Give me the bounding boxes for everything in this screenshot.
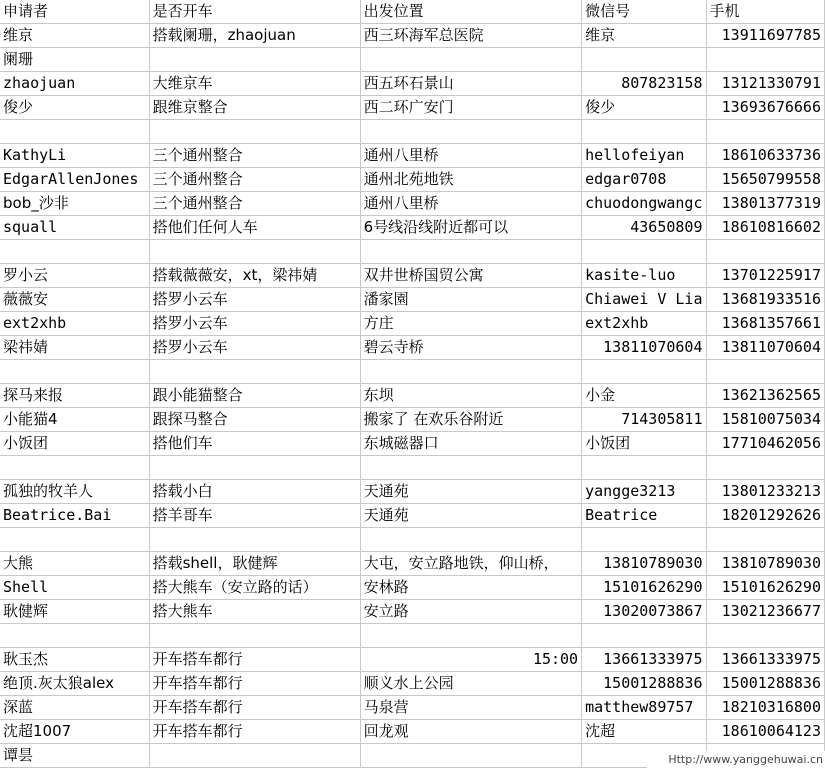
cell-departure[interactable]: 大屯，安立路地铁，仰山桥， [360,552,582,576]
table-row [0,312,825,336]
table-row [0,120,825,144]
table-row [0,72,825,96]
cell-phone[interactable] [706,48,825,72]
cell-applicant[interactable] [0,528,149,552]
cell-departure[interactable]: 西二环广安门 [360,96,582,120]
cell-drive-status[interactable]: 搭罗小云车 [149,288,360,312]
cell-drive-status[interactable]: 搭罗小云车 [149,312,360,336]
cell-applicant[interactable] [0,360,149,384]
cell-drive-status[interactable] [149,456,360,480]
cell-wechat[interactable] [582,528,706,552]
cell-phone[interactable]: 13911697785 [706,24,825,48]
cell-departure[interactable] [360,120,582,144]
cell-departure[interactable] [360,48,582,72]
cell-applicant[interactable]: 孤独的牧羊人 [0,480,149,504]
cell-drive-status[interactable]: 跟维京整合 [149,96,360,120]
cell-drive-status[interactable]: 搭载小白 [149,480,360,504]
cell-applicant[interactable]: ext2xhb [0,312,149,336]
cell-phone[interactable]: 13021236677 [706,600,825,624]
cell-applicant[interactable]: 罗小云 [0,264,149,288]
column-header-phone[interactable]: 手机 [706,0,825,24]
cell-drive-status[interactable]: 搭载阑珊，zhaojuan [149,24,360,48]
cell-departure[interactable]: 回龙观 [360,720,582,744]
cell-phone[interactable]: 18201292626 [706,504,825,528]
cell-applicant[interactable]: squall [0,216,149,240]
cell-departure[interactable]: 方庄 [360,312,582,336]
cell-phone[interactable]: 18210316800 [706,696,825,720]
cell-phone[interactable]: 13810789030 [706,552,825,576]
cell-applicant[interactable] [0,456,149,480]
cell-drive-status[interactable]: 大维京车 [149,72,360,96]
cell-wechat[interactable]: 43650809 [582,216,706,240]
cell-wechat[interactable]: Beatrice [582,504,706,528]
cell-departure[interactable]: 双井世桥国贸公寓 [360,264,582,288]
cell-phone[interactable]: 13681357661 [706,312,825,336]
cell-departure[interactable]: 顺义水上公园 [360,672,582,696]
cell-applicant[interactable]: bob_沙非 [0,192,149,216]
cell-departure[interactable]: 西五环石景山 [360,72,582,96]
cell-phone[interactable]: 13701225917 [706,264,825,288]
cell-phone[interactable]: 13801233213 [706,480,825,504]
cell-phone[interactable] [706,360,825,384]
cell-departure[interactable]: 天通苑 [360,504,582,528]
cell-wechat[interactable]: ext2xhb [582,312,706,336]
cell-drive-status[interactable]: 搭载shell，耿健辉 [149,552,360,576]
cell-wechat[interactable]: 小饭团 [582,432,706,456]
cell-phone[interactable]: 18610064123 [706,720,825,744]
cell-drive-status[interactable]: 开车搭车都行 [149,696,360,720]
table-row [0,600,825,624]
cell-phone[interactable]: 15001288836 [706,672,825,696]
cell-wechat[interactable] [582,456,706,480]
table-row [0,720,825,744]
table-row [0,576,825,600]
table-row [0,552,825,576]
table-row [0,192,825,216]
cell-applicant[interactable]: 薇薇安 [0,288,149,312]
table-row [0,144,825,168]
cell-departure[interactable] [360,240,582,264]
cell-drive-status[interactable]: 搭载薇薇安，xt，梁祎婧 [149,264,360,288]
cell-departure[interactable]: 碧云寺桥 [360,336,582,360]
cell-wechat[interactable]: 15001288836 [582,672,706,696]
cell-wechat[interactable]: 13810789030 [582,552,706,576]
table-row [0,456,825,480]
cell-phone[interactable]: 15810075034 [706,408,825,432]
cell-departure[interactable] [360,744,582,768]
cell-applicant[interactable]: 小饭团 [0,432,149,456]
cell-departure[interactable]: 搬家了 在欢乐谷附近 [360,408,582,432]
cell-applicant[interactable]: 阑珊 [0,48,149,72]
cell-applicant[interactable]: KathyLi [0,144,149,168]
table-row [0,384,825,408]
cell-departure[interactable]: 东坝 [360,384,582,408]
cell-wechat[interactable]: Chiawei V Lia [582,288,706,312]
cell-drive-status[interactable] [149,120,360,144]
cell-phone[interactable]: 13811070604 [706,336,825,360]
cell-phone[interactable]: 13621362565 [706,384,825,408]
cell-applicant[interactable]: zhaojuan [0,72,149,96]
table-row [0,48,825,72]
cell-phone[interactable]: 13681933516 [706,288,825,312]
cell-phone[interactable]: 13661333975 [706,648,825,672]
cell-drive-status[interactable]: 跟探马整合 [149,408,360,432]
cell-phone[interactable]: 15101626290 [706,576,825,600]
cell-drive-status[interactable]: 搭他们任何人车 [149,216,360,240]
table-row [0,432,825,456]
table-row [0,672,825,696]
cell-drive-status[interactable] [149,240,360,264]
cell-departure[interactable]: 15:00 [360,648,582,672]
cell-wechat[interactable]: kasite-luo [582,264,706,288]
column-header-departure[interactable]: 出发位置 [360,0,582,24]
cell-wechat[interactable]: 俊少 [582,96,706,120]
table-row [0,360,825,384]
column-header-drive-status[interactable]: 是否开车 [149,0,360,24]
cell-phone[interactable]: 15650799558 [706,168,825,192]
table-row [0,696,825,720]
cell-drive-status[interactable] [149,360,360,384]
cell-departure[interactable]: 安林路 [360,576,582,600]
cell-drive-status[interactable]: 搭他们车 [149,432,360,456]
table-row [0,528,825,552]
cell-applicant[interactable]: 俊少 [0,96,149,120]
cell-phone[interactable] [706,240,825,264]
cell-applicant[interactable]: Shell [0,576,149,600]
cell-departure[interactable]: 西三环海军总医院 [360,24,582,48]
cell-drive-status[interactable] [149,48,360,72]
cell-departure[interactable]: 6号线沿线附近都可以 [360,216,582,240]
cell-departure[interactable]: 通州八里桥 [360,192,582,216]
cell-departure[interactable]: 安立路 [360,600,582,624]
cell-wechat[interactable]: 维京 [582,24,706,48]
cell-phone[interactable] [706,120,825,144]
cell-applicant[interactable]: 梁祎婧 [0,336,149,360]
cell-wechat[interactable]: 13661333975 [582,648,706,672]
cell-departure[interactable]: 通州八里桥 [360,144,582,168]
cell-phone[interactable] [706,456,825,480]
table-row [0,96,825,120]
cell-wechat[interactable] [582,240,706,264]
table-row [0,408,825,432]
cell-applicant[interactable]: 谭昙 [0,744,149,768]
cell-wechat[interactable]: hellofeiyan [582,144,706,168]
cell-departure[interactable] [360,360,582,384]
cell-drive-status[interactable]: 开车搭车都行 [149,672,360,696]
cell-departure[interactable]: 马泉营 [360,696,582,720]
cell-drive-status[interactable] [149,744,360,768]
cell-applicant[interactable]: 耿玉杰 [0,648,149,672]
cell-drive-status[interactable]: 跟小能猫整合 [149,384,360,408]
table-row [0,648,825,672]
cell-drive-status[interactable] [149,624,360,648]
column-header-applicant[interactable]: 申请者 [0,0,149,24]
cell-wechat[interactable] [582,624,706,648]
cell-wechat[interactable]: 15101626290 [582,576,706,600]
cell-departure[interactable] [360,624,582,648]
cell-wechat[interactable]: 714305811 [582,408,706,432]
cell-wechat[interactable]: yangge3213 [582,480,706,504]
cell-drive-status[interactable]: 三个通州整合 [149,168,360,192]
cell-departure[interactable]: 通州北苑地铁 [360,168,582,192]
cell-drive-status[interactable]: 搭羊哥车 [149,504,360,528]
cell-applicant[interactable] [0,120,149,144]
cell-drive-status[interactable]: 三个通州整合 [149,144,360,168]
cell-phone[interactable] [706,624,825,648]
cell-wechat[interactable]: 小金 [582,384,706,408]
table-row [0,216,825,240]
cell-departure[interactable]: 潘家園 [360,288,582,312]
cell-applicant[interactable]: 探马来报 [0,384,149,408]
cell-applicant[interactable]: 绝顶.灰太狼alex [0,672,149,696]
column-header-wechat[interactable]: 微信号 [582,0,706,24]
cell-applicant[interactable]: 耿健辉 [0,600,149,624]
table-row [0,624,825,648]
table-row [0,288,825,312]
cell-wechat[interactable]: 13020073867 [582,600,706,624]
cell-phone[interactable]: 17710462056 [706,432,825,456]
cell-phone[interactable]: 13693676666 [706,96,825,120]
watermark: Http://www.yanggehuwai.cn [647,751,825,768]
cell-drive-status[interactable]: 搭罗小云车 [149,336,360,360]
cell-phone[interactable]: 18610816602 [706,216,825,240]
cell-wechat[interactable] [582,48,706,72]
cell-wechat[interactable] [582,360,706,384]
cell-applicant[interactable]: 小能猫4 [0,408,149,432]
cell-wechat[interactable]: 807823158 [582,72,706,96]
header-row [0,0,825,24]
cell-drive-status[interactable]: 搭大熊车（安立路的话） [149,576,360,600]
table-row [0,504,825,528]
table-row [0,264,825,288]
cell-departure[interactable]: 天通苑 [360,480,582,504]
cell-drive-status[interactable]: 开车搭车都行 [149,720,360,744]
cell-phone[interactable] [706,528,825,552]
cell-drive-status[interactable]: 开车搭车都行 [149,648,360,672]
table-row [0,24,825,48]
cell-applicant[interactable]: 维京 [0,24,149,48]
cell-applicant[interactable]: Beatrice.Bai [0,504,149,528]
cell-departure[interactable] [360,456,582,480]
cell-wechat[interactable]: 沈超 [582,720,706,744]
cell-applicant[interactable]: EdgarAllenJones [0,168,149,192]
cell-wechat[interactable]: 13811070604 [582,336,706,360]
cell-applicant[interactable]: 沈超1007 [0,720,149,744]
cell-drive-status[interactable] [149,528,360,552]
cell-departure[interactable] [360,528,582,552]
table-row [0,480,825,504]
cell-wechat[interactable]: edgar0708 [582,168,706,192]
cell-applicant[interactable] [0,240,149,264]
cell-wechat[interactable]: chuodongwangc [582,192,706,216]
cell-phone[interactable]: 13121330791 [706,72,825,96]
cell-applicant[interactable] [0,624,149,648]
cell-phone[interactable]: 18610633736 [706,144,825,168]
cell-drive-status[interactable]: 搭大熊车 [149,600,360,624]
cell-wechat[interactable] [582,120,706,144]
cell-applicant[interactable]: 大熊 [0,552,149,576]
cell-wechat[interactable]: matthew89757 [582,696,706,720]
table-row [0,168,825,192]
cell-departure[interactable]: 东城磁器口 [360,432,582,456]
cell-phone[interactable]: 13801377319 [706,192,825,216]
table-row [0,240,825,264]
table-row [0,336,825,360]
cell-drive-status[interactable]: 三个通州整合 [149,192,360,216]
cell-applicant[interactable]: 深蓝 [0,696,149,720]
